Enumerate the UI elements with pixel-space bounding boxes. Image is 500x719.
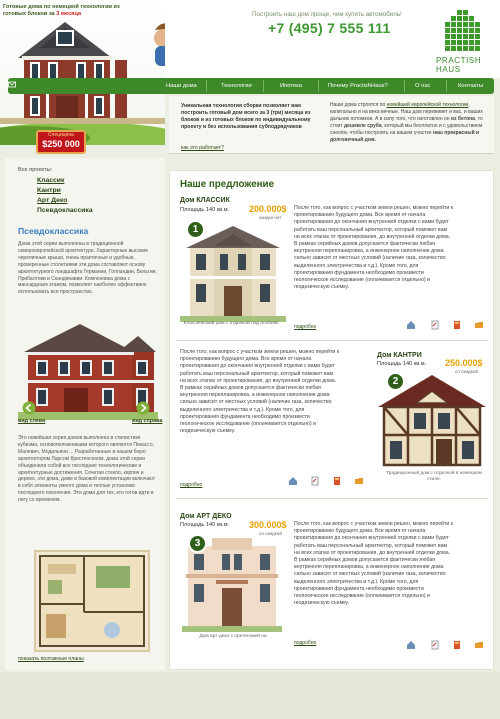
nav-item-why[interactable]: Почему PractishHaus? bbox=[328, 83, 388, 89]
sidebar-series-text: Это новейшая серия домов выполнена в стилистике кубизма, основоположниками которого являются Пикассо, Малевич, Модильяни ... Разработанные в нашем бюро архитектором Ларсом Кристенсеном, дома этой серии объединили собой все последние технологические и архитектурные достижения. Сочетая стекло, кирпич и дерево, эти дома, даже в базовой комплектации включают в себя элементы умного дома и теплые установки последнего поколения. Эти дома для тех, кто готов идти в ногу со временем. bbox=[18, 435, 156, 504]
document-icon[interactable] bbox=[430, 640, 440, 650]
document-icon[interactable] bbox=[430, 320, 440, 330]
folder-icon[interactable] bbox=[354, 476, 364, 486]
house-icon[interactable] bbox=[288, 476, 298, 486]
house-number-badge: 2 bbox=[386, 372, 405, 391]
nav-separator bbox=[404, 80, 405, 92]
house-area: Площадь 140 кв.м. bbox=[180, 207, 230, 213]
price-badge-value: $250 000 bbox=[42, 139, 80, 149]
view-right-link[interactable]: вид справа bbox=[132, 418, 163, 424]
nav-separator bbox=[446, 80, 447, 92]
floor-plans-link[interactable]: показать поэтажные планы bbox=[18, 656, 84, 662]
nav-item-technology[interactable]: Технологии bbox=[221, 83, 252, 89]
nav-separator bbox=[318, 80, 319, 92]
sidebar-description: Дома этой серии выполнены в традиционной североевропейской архитектуре. Характерные высокие черепичные крыши, очень практичные и удобные, проверенные столетиями эти дома составляют основу архитектурного ландшафта Германии, Голландии, Бельгии, Прибалтики и Скандинавии. Компоновка дома с мансардным этажом, позволяет наиболее эффективно использовать все пространство. bbox=[18, 241, 157, 296]
house-price: 200.000$ bbox=[249, 204, 287, 214]
category-art-deco[interactable]: Арт Деко bbox=[37, 197, 68, 204]
price-badge-label: Специцена bbox=[48, 132, 74, 138]
house-caption: Дом арт-деко с претензией на bbox=[199, 634, 267, 639]
book-icon[interactable] bbox=[332, 476, 342, 486]
divider bbox=[176, 340, 488, 341]
book-icon[interactable] bbox=[452, 320, 462, 330]
view-left-link[interactable]: вид слева bbox=[18, 418, 46, 424]
brand-name: PRACTISH HAUS bbox=[436, 56, 482, 74]
tagline-highlight: 3 месяца bbox=[56, 11, 82, 17]
nav-item-contacts[interactable]: Контакты bbox=[458, 83, 484, 89]
category-country[interactable]: Кантри bbox=[37, 187, 61, 194]
category-pseudoclassic[interactable]: Псевдоклассика bbox=[37, 207, 93, 214]
house-description: После того, как вопрос с участком земли решен, можно перейти к проектированию будущего дома. Все время от начала проектирования до окончания внутренней отделки с вами будет работать ваш персональный архитектор, который поможет вам на всех этапах от проектирования, до внутренней отделки дома. В рамках серийных домов допускается фактически любая внутренняя перепланировка, а инженерное наполнение дома сильно зависит от местных условий (наличие газа, количество выделенного электричества и т.д.). Кроме того, для проектирования фундамента необходимо произвести геологическое исследование (оплачивается отдельно) и геодезическую съемку. bbox=[294, 521, 453, 607]
logo-icon[interactable] bbox=[432, 10, 494, 56]
floor-plan-drawing bbox=[36, 552, 148, 650]
phone-number[interactable]: +7 (495) 7 555 111 bbox=[268, 20, 391, 36]
house-area: Площадь 140 кв.м. bbox=[180, 522, 230, 528]
special-price-badge[interactable] bbox=[36, 130, 86, 154]
sidebar-heading: Псевдоклассика bbox=[18, 226, 89, 236]
house-more-link[interactable]: подробно bbox=[180, 482, 203, 488]
house-caption: Классический дом с отделкой под особняк bbox=[183, 321, 279, 326]
nav-item-mortgage[interactable]: Ипотека bbox=[280, 83, 303, 89]
header-tagline: Готовые дома по немецкой технологии из готовых блоков за 3 месяца bbox=[3, 4, 120, 17]
document-icon[interactable] bbox=[310, 476, 320, 486]
folder-icon[interactable] bbox=[474, 320, 484, 330]
nav-item-about[interactable]: О нас bbox=[415, 83, 431, 89]
house-price-note: скидки нет bbox=[259, 215, 282, 220]
house-name[interactable]: Дом КЛАССИК bbox=[180, 197, 230, 204]
how-it-works-link[interactable]: как это работает? bbox=[181, 145, 224, 151]
offer-title: Наше предложение bbox=[180, 179, 275, 190]
house-name[interactable]: Дом АРТ ДЕКО bbox=[180, 513, 232, 520]
house-price: 300.000$ bbox=[249, 520, 287, 530]
nav-separator bbox=[263, 80, 264, 92]
header-slogan: Построить наш дом проще, чем купить автомобиль! bbox=[252, 11, 402, 18]
promo-left-text: Уникальная технология сборки позволяет вам построить готовый дом всего за 3 (три) месяца из блоков и из готовых блоков по индивидуальному проекту и без использования субподрядчиков bbox=[181, 103, 311, 130]
house-name[interactable]: Дом КАНТРИ bbox=[377, 352, 422, 359]
categories-title: Все проекты: bbox=[18, 167, 53, 173]
house-number-badge: 1 bbox=[186, 220, 205, 239]
promo-right-text: Наши дома строятся по новейшей европейской технологии, капитально и на века вечные. Наш дом переживет и вас, и ваших дальних потомков. А в силу того, что изготовлен он из бетона, то стоит дешевле сруба, который мы бесплатно и с удовольствием снесём, чтобы построить на вашем участке наш прекрасный и долговечный дом. bbox=[330, 102, 483, 143]
house-description: После того, как вопрос с участком земли решен, можно перейти к проектированию будущего дома. Все время от начала проектирования до окончания внутренней отделки с вами будет работать ваш персональный архитектор, который поможет вам на всех этапах от проектирования, до внутренней отделки дома. В рамках серийных домов допускается фактически любая внутренняя перепланировка, а инженерное наполнение дома сильно зависит от местных условий (наличие газа, количество выделенного электричества и т.д.). Кроме того, для проектирования фундамента необходимо произвести геологическое исследование (оплачивается отдельно) и геодезическую съемку. bbox=[180, 349, 339, 435]
folder-icon[interactable] bbox=[474, 640, 484, 650]
nav-separator bbox=[206, 80, 207, 92]
house-price: 250.000$ bbox=[445, 358, 483, 368]
house-icon[interactable] bbox=[406, 640, 416, 650]
house-caption: Традиционный дом с отделкой в немецком стиле. bbox=[386, 471, 482, 482]
floor-plan-image[interactable] bbox=[34, 550, 150, 652]
category-classic[interactable]: Классик bbox=[37, 177, 65, 184]
house-area: Площадь 140 кв.м. bbox=[377, 361, 427, 367]
house-description: После того, как вопрос с участком земли решен, можно перейти к проектированию будущего дома. Все время от начала проектирования до окончания внутренней отделки с вами будет работать ваш персональный архитектор, который поможет вам на всех этапах от проектирования, до внутренней отделки дома. В рамках серийных домов допускается фактически любая внутренняя перепланировка, а инженерное наполнение дома сильно зависит от местных условий (наличие газа, количество выделенного электричества и т.д.). Кроме того, для проектирования фундамента необходимо произвести геологическое исследование (оплачивается отдельно) и геодезическую съемку. bbox=[294, 205, 453, 291]
footer bbox=[0, 672, 500, 719]
divider bbox=[176, 498, 488, 499]
house-icon[interactable] bbox=[406, 320, 416, 330]
hero-illustration bbox=[0, 0, 165, 145]
mail-icon[interactable] bbox=[8, 80, 16, 89]
book-icon[interactable] bbox=[452, 640, 462, 650]
arrow-right-icon[interactable] bbox=[136, 401, 150, 415]
house-number-badge: 3 bbox=[188, 534, 207, 553]
house-price-note: со скидкой bbox=[455, 369, 478, 374]
house-more-link[interactable]: подробно bbox=[294, 640, 317, 646]
nav-item-houses[interactable]: Наши дома bbox=[166, 83, 197, 89]
european-technology-link[interactable]: новейшей европейской технологии bbox=[386, 102, 469, 108]
house-more-link[interactable]: подробно bbox=[294, 324, 317, 330]
arrow-left-icon[interactable] bbox=[22, 401, 36, 415]
house-price-note: со скидкой bbox=[259, 531, 282, 536]
